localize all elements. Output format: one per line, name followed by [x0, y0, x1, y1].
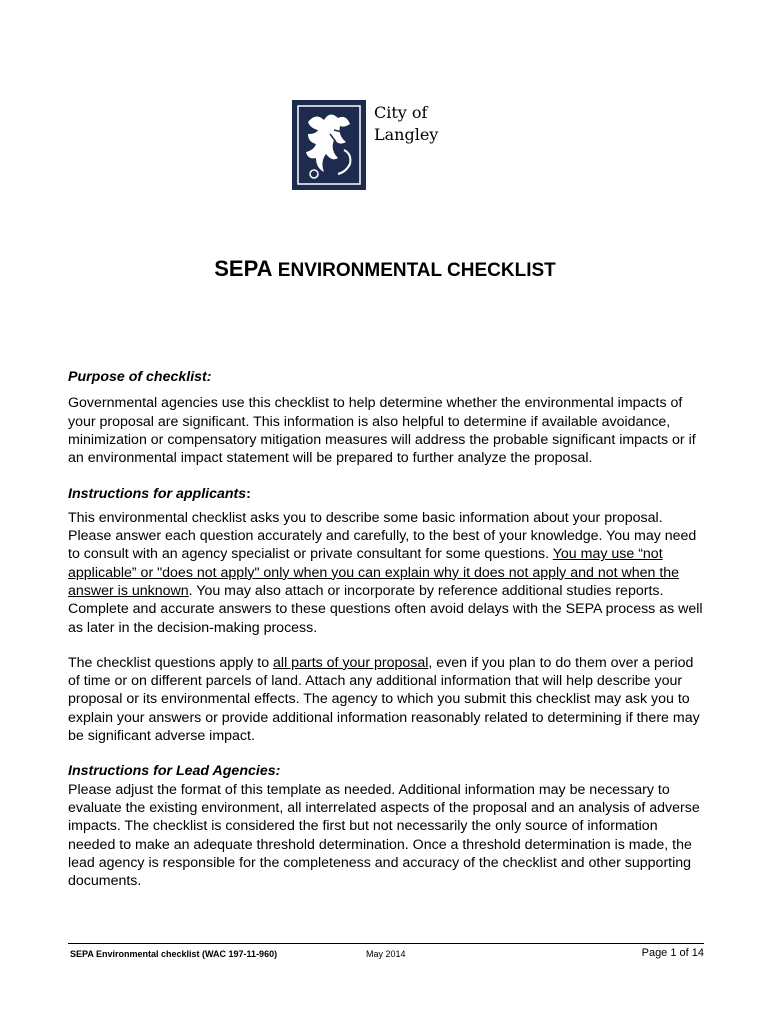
footer-document-id: SEPA Environmental checklist (WAC 197-11-960) — [70, 949, 278, 959]
applicants-p1-text-a: This environmental checklist asks you to describe some basic information about your proposal. Please answer each question accurately and carefully, to the best of your knowledge. You may need to consult with an agency specialist or private consultant for some questions. — [68, 509, 697, 563]
applicants-paragraph-2 — [68, 654, 708, 745]
city-name-line2: Langley — [374, 125, 439, 144]
applicants-heading-colon: : — [246, 486, 251, 503]
purpose-body: Governmental agencies use this checklist to help determine whether the environmental impacts of your proposal are significant. This information is also helpful to determine if available avoidance, minimization or compensatory mitigation measures will address the probable significant impacts or if an environmental impact statement will be prepared to further analyze the proposal. — [68, 395, 696, 467]
applicants-p2-underlined: all parts of your proposal — [273, 654, 429, 671]
footer-date: May 2014 — [366, 949, 406, 959]
applicants-heading-text: Instructions for applicants — [68, 486, 247, 503]
applicants-heading — [68, 485, 708, 503]
page-footer — [68, 943, 704, 960]
applicants-p2-text-a: The checklist questions apply to — [68, 654, 274, 671]
city-seal-icon — [292, 100, 366, 190]
applicants-p1-text-b: . You may also attach or incorporate by reference additional studies reports. Complete and accurate answers to these questions often avoid delays with the SEPA process as well as later in the decision-making process. — [68, 582, 703, 636]
document-body — [68, 368, 708, 890]
city-name-line1: City of — [374, 103, 428, 122]
purpose-heading: Purpose of checklist: — [68, 369, 212, 385]
lead-agencies-body: Please adjust the format of this template as needed. Additional information may be necessary to evaluate the existing environment, all interrelated aspects of the proposal and an analysis of adverse impacts. The checklist is considered the first but not necessarily the only source of information needed to make an adequate threshold determination. Once a threshold determination is made, the lead agency is responsible for the completeness and accuracy of the checklist and other supporting documents. — [68, 781, 700, 890]
city-logo — [292, 100, 438, 190]
applicants-paragraph-1 — [68, 509, 708, 637]
applicants-p2-text-b: , even if you plan to do them over a period of time or on different parcels of land. Attach any additional information that will help describe your proposal or its environmental effects. The agency to which you submit this checklist may ask you to explain your answers or provide additional information reasonably related to determining if there may be significant adverse impact. — [68, 654, 700, 745]
document-title — [0, 256, 770, 282]
title-sepa: SEPA — [214, 256, 273, 281]
city-name — [374, 102, 438, 146]
applicants-p1-underlined: You may use “not applicable” or "does not apply" only when you can explain why it does not apply and not when the answer is unknown — [68, 546, 680, 599]
title-rest: ENVIRONMENTAL CHECKLIST — [272, 260, 556, 281]
lead-agencies-heading: Instructions for Lead Agencies: — [68, 763, 281, 780]
footer-page-number: Page 1 of 14 — [641, 947, 704, 959]
